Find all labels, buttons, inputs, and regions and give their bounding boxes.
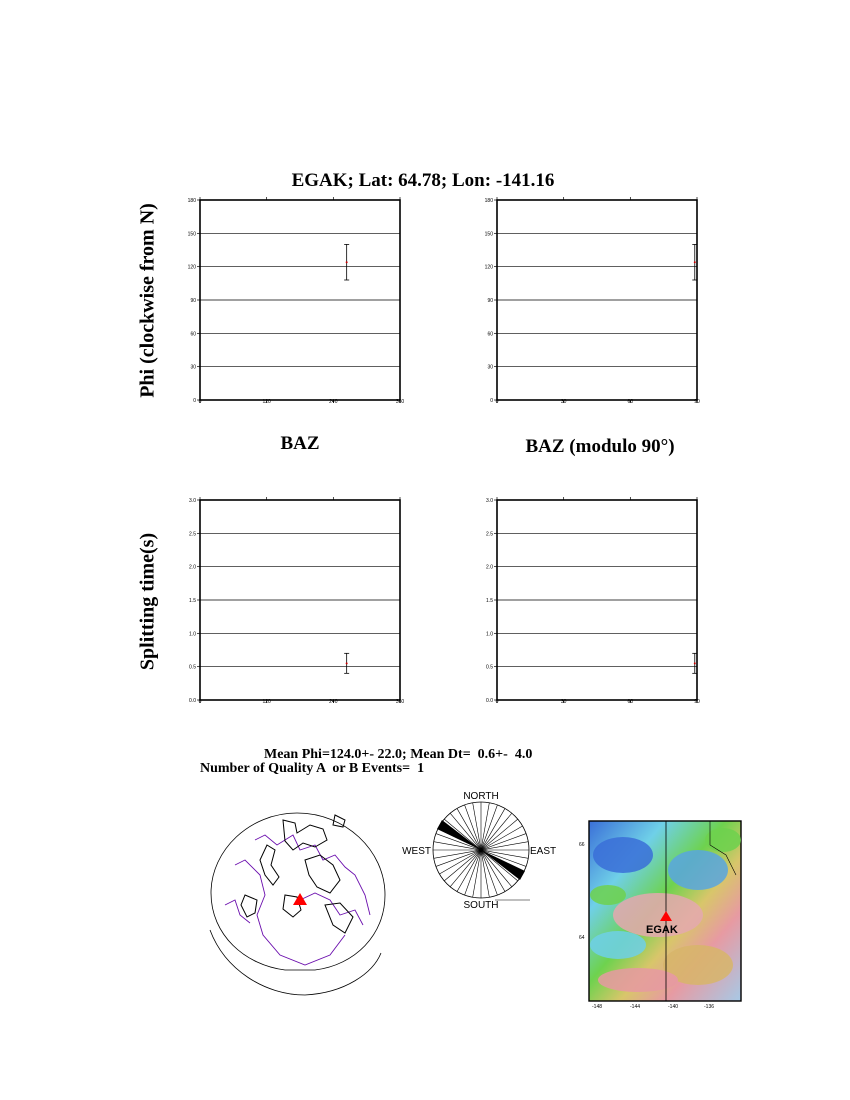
x-tick-label: 120: [262, 399, 271, 405]
data-point: [694, 662, 696, 664]
data-point: [346, 261, 348, 263]
x-tick-label: 0: [198, 399, 202, 405]
y-tick-label: 0: [193, 398, 196, 404]
y-tick-label: 1.0: [189, 631, 196, 638]
y-tick-label: 120: [187, 264, 196, 271]
y-tick-label: 3.0: [486, 498, 493, 504]
phi-baz-mod90-chart: [482, 192, 712, 410]
x-tick-label: 360: [395, 399, 405, 405]
y-tick-label: 0.0: [486, 698, 493, 704]
phi-baz-chart: [185, 192, 415, 410]
data-point: [694, 261, 696, 263]
x-tick-label: 120: [262, 699, 271, 705]
y-tick-label: 180: [187, 198, 196, 204]
x-tick-label: 0: [198, 699, 202, 705]
y-tick-label: 3.0: [189, 498, 196, 504]
map-lon-tick-144: -144: [630, 1004, 641, 1010]
y-tick-label: 2.5: [486, 531, 493, 538]
x-tick-label: 90: [694, 399, 700, 405]
station-marker: [293, 893, 307, 905]
map-lat-tick-66: 66: [579, 842, 585, 848]
y-tick-label: 90: [190, 298, 196, 304]
dt-axis-label: Splitting time(s): [136, 532, 159, 671]
x-tick-label: 0: [495, 699, 499, 705]
x-tick-label: 60: [627, 699, 634, 705]
y-tick-label: 30: [487, 364, 493, 371]
y-tick-label: 180: [484, 198, 493, 204]
x-tick-label: 30: [560, 699, 567, 705]
x-tick-label: 30: [560, 399, 567, 405]
event-count: Number of Quality A or B Events= 1: [200, 761, 425, 776]
landmasses: [241, 815, 353, 933]
x-tick-label: 90: [694, 699, 700, 705]
map-lat-tick-64: 64: [579, 935, 585, 941]
baz-axis-label: BAZ: [280, 433, 320, 454]
rose-petal-nw: [437, 820, 481, 850]
map-lon-tick-148: -148: [592, 1004, 603, 1010]
baz-mod90-axis-label: BAZ (modulo 90°): [525, 436, 675, 457]
data-point: [346, 662, 348, 664]
y-tick-label: 90: [487, 298, 493, 304]
figure-title: EGAK; Lat: 64.78; Lon: -141.16: [291, 170, 555, 191]
y-tick-label: 0.5: [189, 664, 196, 671]
y-tick-label: 30: [190, 364, 196, 371]
y-tick-label: 150: [484, 231, 493, 238]
map-station-label: EGAK: [646, 924, 678, 936]
dt-baz-mod90-chart: [482, 492, 712, 710]
y-tick-label: 2.0: [486, 564, 493, 571]
y-tick-label: 1.5: [486, 598, 493, 604]
x-tick-label: 0: [495, 399, 499, 405]
y-tick-label: 60: [487, 331, 493, 338]
y-tick-label: 150: [187, 231, 196, 238]
y-tick-label: 120: [484, 264, 493, 271]
rose-label-east: EAST: [530, 846, 557, 857]
regional-map: [578, 815, 750, 1013]
rose-label-north: NORTH: [463, 791, 499, 802]
x-tick-label: 240: [329, 399, 338, 405]
y-tick-label: 60: [190, 331, 196, 338]
globe-map: [205, 805, 390, 997]
y-tick-label: 0.5: [486, 664, 493, 671]
x-tick-label: 360: [395, 699, 405, 705]
rose-label-west: WEST: [402, 846, 431, 857]
phi-axis-label: Phi (clockwise from N): [136, 203, 159, 398]
x-tick-label: 60: [627, 399, 634, 405]
y-tick-label: 0: [490, 398, 493, 404]
rose-label-south: SOUTH: [463, 900, 499, 911]
x-tick-label: 240: [329, 699, 338, 705]
y-tick-label: 0.0: [189, 698, 196, 704]
rose-petal-se: [481, 850, 525, 880]
mean-stats: Mean Phi=124.0+- 22.0; Mean Dt= 0.6+- 4.0: [264, 747, 533, 762]
map-lon-tick-136: -136: [704, 1004, 715, 1010]
y-tick-label: 2.0: [189, 564, 196, 571]
map-lon-tick-140: -140: [668, 1004, 679, 1010]
y-tick-label: 1.0: [486, 631, 493, 638]
rose-diagram: [395, 785, 570, 915]
y-tick-label: 2.5: [189, 531, 196, 538]
y-tick-label: 1.5: [189, 598, 196, 604]
dt-baz-chart: [185, 492, 415, 710]
